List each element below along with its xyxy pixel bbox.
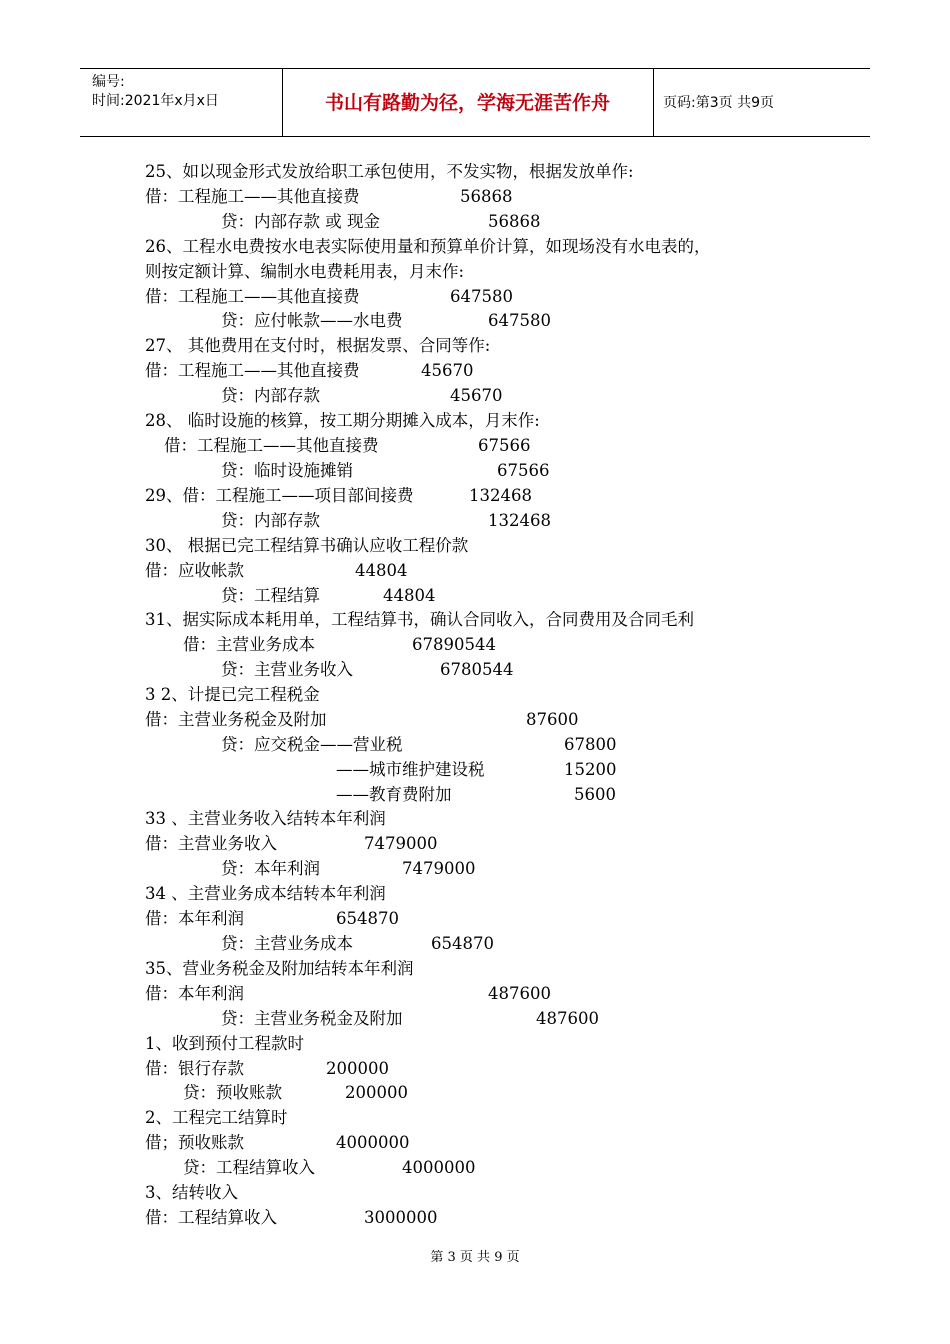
amount: 654870 (431, 934, 494, 953)
entry-heading: 25、如以现金形式发放给职工承包使用，不发实物，根据发放单作: (145, 162, 634, 181)
debit-line: 借：工程施工——其他直接费 (145, 361, 360, 380)
credit-line: 贷：应交税金——营业税 (221, 735, 403, 754)
amount: 44804 (383, 586, 436, 605)
header-middle-cell (282, 69, 654, 136)
header-motto: 书山有路勤为径，学海无涯苦作舟 (324, 92, 610, 114)
amount: 45670 (450, 386, 503, 405)
amount: 67566 (497, 461, 550, 480)
entry-heading: 27、 其他费用在支付时，根据发票、合同等作: (145, 336, 491, 355)
debit-line: 29、借：工程施工——项目部间接费 (145, 486, 414, 505)
amount: 56868 (488, 212, 541, 231)
amount: 15200 (564, 760, 617, 779)
credit-line: 贷：内部存款 或 现金 (221, 212, 380, 231)
amount: 4000000 (336, 1133, 410, 1152)
amount: 67800 (564, 735, 617, 754)
credit-line: 贷：预收账款 (183, 1083, 282, 1102)
amount: 487600 (536, 1009, 599, 1028)
amount: 45670 (421, 361, 474, 380)
header-page-number: 页码:第3页 共9页 (663, 95, 774, 111)
page-header (80, 68, 870, 137)
debit-line: 借：应收帐款 (145, 561, 244, 580)
amount: 7479000 (402, 859, 476, 878)
credit-line: 贷：临时设施摊销 (221, 461, 353, 480)
credit-line: 贷：内部存款 (221, 386, 320, 405)
doc-number-label: 编号: (92, 74, 125, 90)
entry-heading: 3 2、计提已完工程税金 (145, 685, 320, 704)
entry-heading: 3、结转收入 (145, 1183, 238, 1202)
credit-line: 贷：本年利润 (221, 859, 320, 878)
amount: 7479000 (364, 834, 438, 853)
doc-time-label: 时间:2021年x月x日 (92, 93, 219, 109)
entry-heading: 34 、主营业务成本结转本年利润 (145, 884, 386, 903)
amount: 654870 (336, 909, 399, 928)
credit-line: 贷：应付帐款——水电费 (221, 311, 403, 330)
entry-heading-continued: 则按定额计算、编制水电费耗用表，月末作: (145, 262, 465, 281)
debit-line: 借：工程施工——其他直接费 (164, 436, 379, 455)
amount: 200000 (326, 1059, 389, 1078)
page-footer: 第 3 页 共 9 页 (430, 1250, 520, 1265)
credit-line: 贷：主营业务收入 (221, 660, 353, 679)
amount: 200000 (345, 1083, 408, 1102)
credit-subline: ——城市维护建设税 (336, 760, 485, 779)
amount: 87600 (526, 710, 579, 729)
amount: 44804 (355, 561, 408, 580)
header-right-cell (653, 69, 870, 136)
amount: 6780544 (440, 660, 514, 679)
debit-line: 借：主营业务税金及附加 (145, 710, 327, 729)
entry-heading: 1、收到预付工程款时 (145, 1034, 304, 1053)
credit-line: 贷：主营业务税金及附加 (221, 1009, 403, 1028)
debit-line: 借：本年利润 (145, 909, 244, 928)
entry-heading: 30、 根据已完工程结算书确认应收工程价款 (145, 536, 469, 555)
amount: 5600 (574, 785, 616, 804)
header-left-cell (80, 69, 283, 136)
amount: 67566 (478, 436, 531, 455)
debit-line: 借：主营业务成本 (183, 635, 315, 654)
credit-line: 贷：内部存款 (221, 511, 320, 530)
amount: 67890544 (412, 635, 496, 654)
debit-line: 借：工程施工——其他直接费 (145, 287, 360, 306)
credit-line: 贷：工程结算 (221, 586, 320, 605)
amount: 132468 (488, 511, 551, 530)
entry-heading: 2、工程完工结算时 (145, 1108, 288, 1127)
debit-line: 借：本年利润 (145, 984, 244, 1003)
debit-line: 借：工程施工——其他直接费 (145, 187, 360, 206)
amount: 3000000 (364, 1208, 438, 1227)
entry-heading: 31、据实际成本耗用单，工程结算书，确认合同收入，合同费用及合同毛利 (145, 610, 694, 629)
amount: 487600 (488, 984, 551, 1003)
debit-line: 借；预收账款 (145, 1133, 244, 1152)
amount: 56868 (460, 187, 513, 206)
credit-line: 贷：工程结算收入 (183, 1158, 315, 1177)
credit-line: 贷：主营业务成本 (221, 934, 353, 953)
entry-heading: 33 、主营业务收入结转本年利润 (145, 809, 386, 828)
credit-subline: ——教育费附加 (336, 785, 452, 804)
amount: 132468 (469, 486, 532, 505)
debit-line: 借：工程结算收入 (145, 1208, 277, 1227)
entry-heading: 26、工程水电费按水电表实际使用量和预算单价计算，如现场没有水电表的， (145, 237, 711, 256)
entry-heading: 35、营业务税金及附加结转本年利润 (145, 959, 414, 978)
amount: 647580 (450, 287, 513, 306)
debit-line: 借：主营业务收入 (145, 834, 277, 853)
debit-line: 借：银行存款 (145, 1059, 244, 1078)
amount: 647580 (488, 311, 551, 330)
entry-heading: 28、 临时设施的核算，按工期分期摊入成本，月末作: (145, 411, 540, 430)
amount: 4000000 (402, 1158, 476, 1177)
